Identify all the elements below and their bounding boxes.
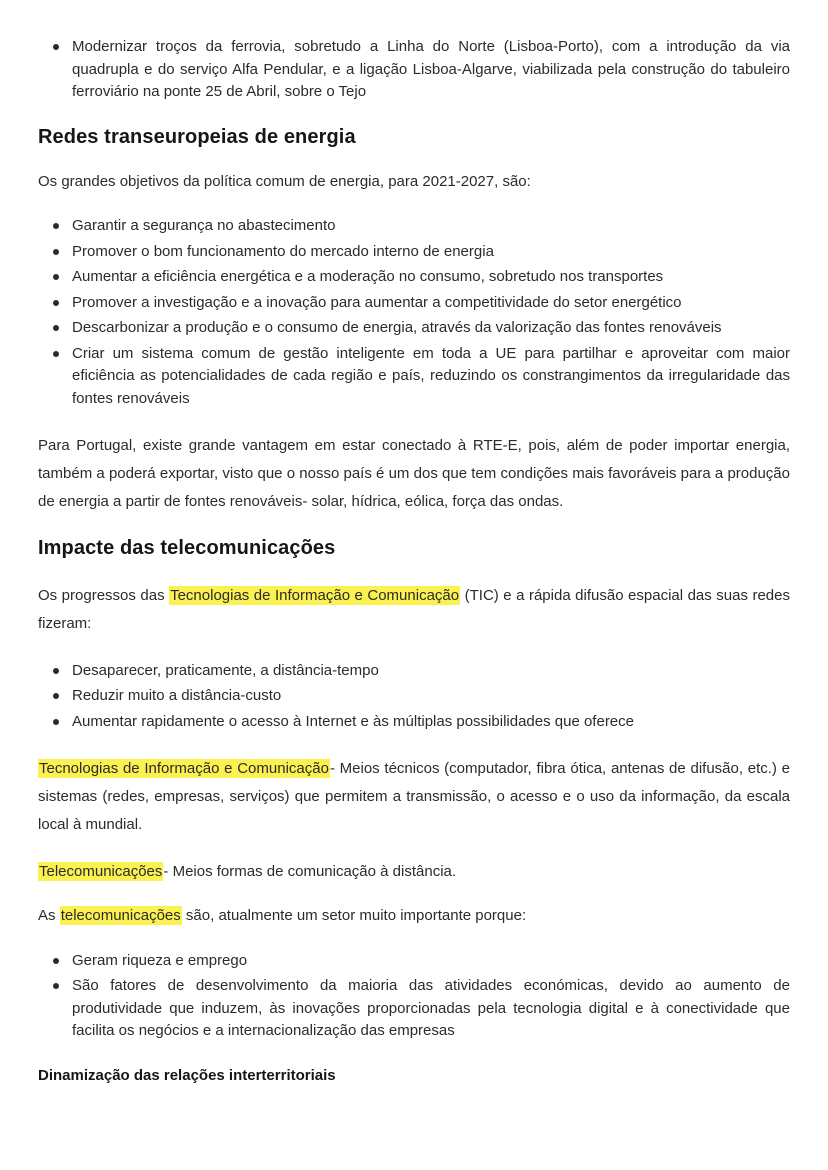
list-item [72, 241, 790, 264]
highlight: telecomunicações [60, 907, 181, 924]
list-item [72, 266, 790, 289]
section-heading-energy: Redes transeuropeias de energia [38, 125, 356, 148]
paragraph-goals: Os grandes objetivos da política comum de energia, para 2021-2027, são: [38, 172, 531, 190]
section-heading-telecom: Impacte das telecomunicações [38, 537, 336, 560]
highlight: Tecnologias de Informação e Comunicação [170, 587, 460, 605]
list-item [72, 36, 790, 104]
list-item [72, 975, 790, 1043]
paragraph-portugal: Para Portugal, existe grande vantagem em estar conectado à RTE-E, pois, além de poder importar energia, também a poderá exportar, visto que o nosso país é um dos que tem condições mais favoráveis para a produção de energia a partir de fontes renováveis- solar, hídrica, eólica, força das ondas. [38, 437, 790, 510]
list-item-text: Geram riqueza e emprego [72, 951, 248, 969]
paragraph-tic [38, 582, 790, 638]
list-item-text: Aumentar a eficiência energética e a moderação no consumo, sobretudo nos transportes [72, 268, 664, 285]
list-item [72, 711, 790, 734]
bullet-list-railway [38, 36, 790, 104]
highlight: Telecomunicações [39, 862, 163, 880]
paragraph-telecom-importance [38, 905, 790, 928]
list-item-text: Garantir a segurança no abastecimento [72, 217, 336, 234]
list-item-text: Desaparecer, praticamente, a distância-tempo [72, 661, 379, 679]
list-item [72, 317, 790, 340]
list-item-text: Promover o bom funcionamento do mercado interno de energia [72, 242, 494, 260]
paragraph-text: são, atualmente um setor muito importante porque: [181, 907, 527, 924]
paragraph-tic-definition [38, 755, 790, 838]
paragraph-text: Os progressos das [38, 587, 170, 605]
list-item-text: São fatores de desenvolvimento da maioria das atividades económicas, devido ao aumento de produtividade que induzem, às inovações proporcionadas pela tecnologia digital e à conectividade que facilita os negócios e a internacionalização das empresas [72, 977, 790, 1039]
list-item-text: Promover a investigação e a inovação para aumentar a competitividade do setor energético [72, 293, 682, 311]
list-item-text: Descarbonizar a produção e o consumo de energia, através da valorização das fontes renováveis [72, 319, 722, 336]
paragraph-text: - Meios formas de comunicação à distância. [163, 862, 457, 880]
list-item-text: Criar um sistema comum de gestão inteligente em toda a UE para partilhar e aproveitar com maior eficiência as potencialidades de cada região e país, reduzindo os constrangimentos da irregularidade das fontes renováveis [72, 344, 790, 407]
paragraph-telecom-definition [38, 861, 790, 884]
list-item [72, 685, 790, 708]
bullet-list-tic [38, 660, 790, 734]
paragraph-text: As [38, 907, 60, 924]
list-item-text: Reduzir muito a distância-custo [72, 687, 282, 705]
subheading-dynamization: Dinamização das relações interterritoriais [38, 1066, 336, 1084]
bullet-list-energy [38, 215, 790, 410]
list-item-text: Modernizar troços da ferrovia, sobretudo a Linha do Norte (Lisboa-Porto), com a introdução da via quadrupla e do serviço Alfa Pendular, e a ligação Lisboa-Algarve, viabilizada pela construção do tabuleiro ferroviário na ponte 25 de Abril, sobre o Tejo [72, 38, 790, 100]
list-item [72, 292, 790, 315]
list-item [72, 660, 790, 683]
paragraph-text: - Meios técnicos (computador, fibra ótica, antenas de difusão, etc.) e sistemas (redes, empresas, serviços) que permitem a transmissão, o acesso e o uso da informação, da escala local à mundial. [38, 760, 790, 833]
list-item [72, 215, 790, 238]
list-item-text: Aumentar rapidamente o acesso à Internet e às múltiplas possibilidades que oferece [72, 712, 634, 730]
list-item [72, 950, 790, 973]
paragraph-text: (TIC) e a rápida difusão espacial das suas redes fizeram: [38, 587, 790, 632]
highlight: Tecnologias de Informação e Comunicação [39, 760, 329, 778]
list-item [72, 343, 790, 411]
bullet-list-telecom [38, 950, 790, 1043]
